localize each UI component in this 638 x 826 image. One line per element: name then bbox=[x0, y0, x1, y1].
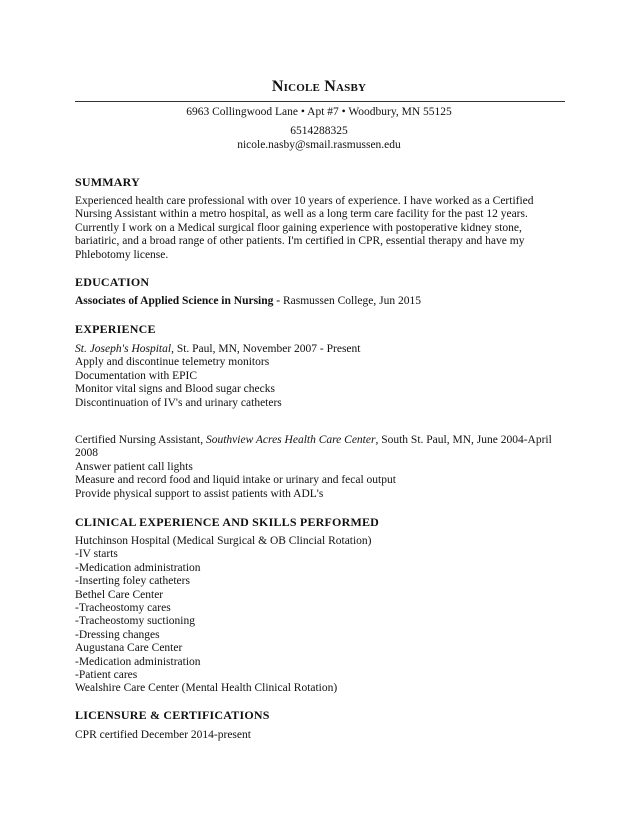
job-duty: Measure and record food and liquid intake or urinary and fecal output bbox=[75, 474, 396, 487]
summary-heading: SUMMARY bbox=[75, 175, 140, 189]
job-duty: Monitor vital signs and Blood sugar checks bbox=[75, 383, 275, 396]
licensure-heading: LICENSURE & CERTIFICATIONS bbox=[75, 708, 270, 722]
contact-email: nicole.nasby@smail.rasmussen.edu bbox=[237, 139, 401, 151]
licensure-line: CPR certified December 2014-present bbox=[75, 729, 251, 741]
clinical-skill: -Inserting foley catheters bbox=[75, 575, 190, 588]
education-entry bbox=[75, 295, 565, 308]
clinical-skill: -Tracheostomy suctioning bbox=[75, 615, 195, 628]
clinical-skill: -IV starts bbox=[75, 548, 118, 561]
summary-line: Experienced health care professional with over 10 years of experience. I have worked as a Certified bbox=[75, 195, 534, 207]
clinical-site: Augustana Care Center bbox=[75, 642, 183, 655]
summary-body bbox=[75, 195, 565, 262]
education-heading: EDUCATION bbox=[75, 275, 150, 289]
job-duty: Provide physical support to assist patients with ADL's bbox=[75, 487, 324, 500]
clinical-site: Bethel Care Center bbox=[75, 588, 164, 601]
clinical-skill: -Medication administration bbox=[75, 655, 201, 668]
job-2-position: Certified Nursing Assistant, bbox=[75, 434, 206, 446]
summary-line: Phlebotomy license. bbox=[75, 248, 169, 261]
degree-separator: - bbox=[273, 295, 283, 307]
degree-title: Associates of Applied Science in Nursing bbox=[75, 295, 274, 307]
contact-phone: 6514288325 bbox=[290, 125, 348, 137]
job-2 bbox=[75, 434, 565, 501]
candidate-name bbox=[0, 78, 638, 96]
summary-line: Currently I work on a Medical surgical floor gaining experience with postoperative kidney stone, bbox=[75, 221, 522, 234]
clinical-heading: CLINICAL EXPERIENCE AND SKILLS PERFORMED bbox=[75, 515, 380, 529]
job-1-employer: St. Joseph's Hospital bbox=[75, 343, 172, 355]
clinical-skill: -Medication administration bbox=[75, 561, 201, 574]
job-1-detail: , St. Paul, MN, November 2007 - Present bbox=[171, 343, 361, 355]
clinical-skill: -Dressing changes bbox=[75, 628, 160, 641]
clinical-site: Wealshire Care Center (Mental Health Clinical Rotation) bbox=[75, 682, 338, 695]
name-divider bbox=[75, 101, 565, 102]
job-duty: Documentation with EPIC bbox=[75, 369, 198, 382]
last-name: Nasby bbox=[324, 78, 367, 95]
education-line bbox=[75, 295, 565, 308]
job-2-detail: , South St. Paul, MN, June 2004-April 2008 bbox=[75, 434, 552, 460]
job-1 bbox=[75, 343, 565, 410]
job-duty: Answer patient call lights bbox=[75, 460, 193, 473]
summary-line: bariatiric, and a broad range of other patients. I'm certified in CPR, essential therapy and have my bbox=[75, 235, 525, 248]
contact-address: 6963 Collingwood Lane • Apt #7 • Woodbury, MN 55125 bbox=[186, 106, 452, 118]
experience-heading: EXPERIENCE bbox=[75, 322, 156, 336]
job-2-employer: Southview Acres Health Care Center bbox=[205, 434, 376, 446]
degree-detail: Rasmussen College, Jun 2015 bbox=[282, 295, 421, 307]
clinical-list bbox=[75, 535, 565, 696]
clinical-skill: -Tracheostomy cares bbox=[75, 602, 171, 615]
job-2-title bbox=[75, 434, 565, 461]
job-1-title bbox=[75, 343, 565, 356]
job-duty: Discontinuation of IV's and urinary catheters bbox=[75, 396, 282, 409]
summary-line: Nursing Assistant within a metro hospital, as well as a long term care facility for the past 12 years. bbox=[75, 208, 528, 221]
clinical-skill: -Patient cares bbox=[75, 669, 138, 682]
job-duty: Apply and discontinue telemetry monitors bbox=[75, 356, 270, 369]
licensure-entry bbox=[75, 729, 565, 742]
first-name: Nicole bbox=[271, 78, 321, 95]
clinical-site: Hutchinson Hospital (Medical Surgical & OB Clincial Rotation) bbox=[75, 535, 372, 547]
